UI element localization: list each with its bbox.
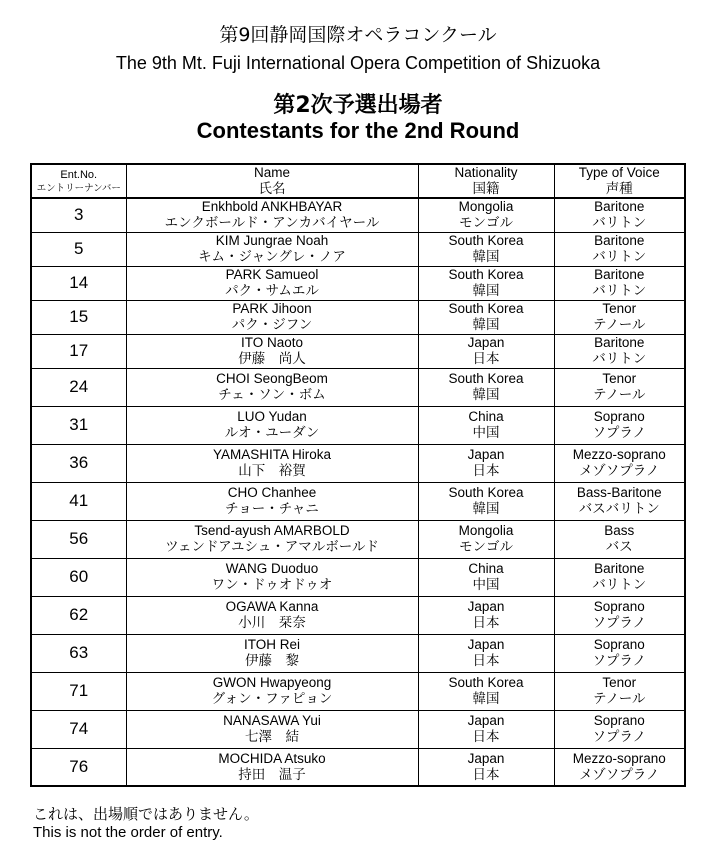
nationality-ja: モンゴル	[459, 215, 513, 232]
voice-type-ja: バリトン	[592, 577, 647, 593]
voice-type-en: Soprano	[593, 599, 645, 614]
voice-type	[554, 710, 685, 748]
contestant-name	[126, 748, 418, 786]
name-en: KIM Jungrae Noah	[215, 233, 329, 248]
header-entry-number	[31, 164, 126, 198]
contestant-name	[126, 266, 418, 300]
voice-type-ja: ソプラノ	[592, 615, 647, 631]
voice-type	[554, 232, 685, 266]
nationality	[418, 482, 554, 520]
contestant-name	[126, 232, 418, 266]
nationality	[418, 198, 554, 232]
header-voice-type	[554, 164, 685, 198]
footnote-english: This is not the order of entry.	[33, 824, 223, 841]
nationality-ja: 日本	[472, 615, 500, 631]
entry-number: 15	[31, 300, 126, 334]
voice-type	[554, 520, 685, 558]
contestant-name	[126, 334, 418, 368]
voice-type-ja: バリトン	[592, 351, 647, 367]
voice-type-ja: バリトン	[592, 215, 647, 232]
entry-number: 36	[31, 444, 126, 482]
table-row	[31, 596, 685, 634]
name-ja: 伊藤 黎	[245, 653, 299, 669]
voice-type	[554, 634, 685, 672]
table-row	[31, 748, 685, 786]
entry-number: 60	[31, 558, 126, 596]
nationality	[418, 748, 554, 786]
table-row	[31, 406, 685, 444]
header-entry-number-en: Ent.No.	[60, 168, 98, 181]
voice-type	[554, 266, 685, 300]
header-voice-type-ja: 声種	[605, 181, 633, 197]
voice-type-en: Mezzo-soprano	[572, 447, 666, 462]
nationality-en: South Korea	[448, 371, 524, 386]
entry-number: 14	[31, 266, 126, 300]
nationality-en: South Korea	[448, 485, 524, 500]
name-en: PARK Samueol	[225, 267, 319, 282]
voice-type-ja: バリトン	[592, 283, 647, 299]
nationality-ja: 韓国	[472, 283, 500, 299]
contestant-name	[126, 444, 418, 482]
name-ja: 山下 裕賀	[238, 463, 306, 479]
table-row	[31, 710, 685, 748]
contestants-table	[30, 163, 686, 787]
voice-type	[554, 300, 685, 334]
voice-type-en: Soprano	[593, 409, 645, 424]
nationality	[418, 634, 554, 672]
nationality-en: South Korea	[448, 267, 524, 282]
name-en: CHOI SeongBeom	[216, 371, 328, 386]
nationality-en: South Korea	[448, 233, 524, 248]
voice-type-en: Baritone	[594, 267, 645, 282]
nationality-ja: 中国	[472, 577, 500, 593]
footnote-japanese: これは、出場順ではありません。	[33, 805, 259, 823]
nationality-ja: 韓国	[472, 501, 500, 517]
nationality-en: China	[468, 561, 504, 576]
contestant-name	[126, 634, 418, 672]
contestant-name	[126, 596, 418, 634]
voice-type-ja: バス	[605, 539, 633, 555]
nationality-en: South Korea	[448, 675, 524, 690]
name-ja: ツェンドアユシュ・アマルボールド	[165, 539, 379, 555]
entry-number: 31	[31, 406, 126, 444]
header-name	[126, 164, 418, 198]
entry-number: 41	[31, 482, 126, 520]
name-ja: グォン・ファピョン	[211, 691, 333, 707]
nationality-ja: 日本	[472, 729, 500, 745]
contestant-name	[126, 368, 418, 406]
entry-number: 3	[31, 198, 126, 232]
voice-type-ja: ソプラノ	[592, 729, 647, 745]
voice-type-en: Mezzo-soprano	[572, 750, 666, 766]
nationality-ja: 韓国	[472, 387, 500, 403]
nationality	[418, 266, 554, 300]
header-name-en: Name	[253, 165, 290, 180]
name-en: Enkhbold ANKHBAYAR	[201, 199, 343, 215]
table-body	[31, 198, 685, 786]
table-row	[31, 482, 685, 520]
nationality-ja: 韓国	[472, 317, 500, 333]
round-heading-japanese: 第2次予選出場者	[273, 93, 443, 118]
name-en: MOCHIDA Atsuko	[218, 750, 326, 766]
nationality-en: Japan	[467, 713, 505, 728]
voice-type	[554, 482, 685, 520]
voice-type-ja: テノール	[593, 387, 646, 403]
entry-number: 76	[31, 748, 126, 786]
table-row	[31, 444, 685, 482]
voice-type	[554, 672, 685, 710]
entry-number: 24	[31, 368, 126, 406]
table-row	[31, 558, 685, 596]
header-nationality	[418, 164, 554, 198]
name-en: PARK Jihoon	[232, 301, 312, 316]
nationality-ja: 日本	[472, 351, 500, 367]
round-heading-english: Contestants for the 2nd Round	[196, 118, 520, 143]
header-voice-type-en: Type of Voice	[578, 165, 660, 180]
nationality	[418, 300, 554, 334]
voice-type-en: Baritone	[594, 233, 645, 248]
voice-type-ja: テノール	[593, 317, 646, 333]
nationality-ja: 日本	[472, 766, 500, 783]
table-row	[31, 672, 685, 710]
nationality	[418, 710, 554, 748]
voice-type-ja: バスバリトン	[578, 501, 660, 517]
header-nationality-en: Nationality	[454, 165, 518, 180]
voice-type-en: Tenor	[602, 301, 637, 316]
voice-type-ja: ソプラノ	[592, 653, 647, 669]
name-en: Tsend-ayush AMARBOLD	[194, 523, 350, 538]
voice-type	[554, 444, 685, 482]
entry-number: 62	[31, 596, 126, 634]
contestant-name	[126, 710, 418, 748]
table-row	[31, 232, 685, 266]
name-ja: パク・ジフン	[231, 317, 313, 333]
table-row	[31, 368, 685, 406]
nationality-en: Japan	[467, 447, 505, 462]
entry-number: 5	[31, 232, 126, 266]
nationality	[418, 368, 554, 406]
name-en: WANG Duoduo	[225, 561, 319, 576]
nationality-en: China	[468, 409, 504, 424]
contestant-name	[126, 558, 418, 596]
table-row	[31, 334, 685, 368]
header-nationality-ja: 国籍	[472, 181, 500, 197]
voice-type-en: Baritone	[594, 561, 645, 576]
contestant-name	[126, 406, 418, 444]
voice-type	[554, 368, 685, 406]
name-en: OGAWA Kanna	[225, 599, 319, 614]
voice-type-en: Bass-Baritone	[576, 485, 662, 500]
nationality-en: South Korea	[448, 301, 524, 316]
nationality-ja: 日本	[472, 653, 500, 669]
voice-type	[554, 558, 685, 596]
voice-type-ja: テノール	[593, 691, 646, 707]
voice-type-en: Tenor	[602, 675, 637, 690]
voice-type	[554, 334, 685, 368]
nationality-en: Japan	[467, 335, 505, 350]
header-entry-number-ja: エントリーナンバー	[36, 182, 121, 194]
name-en: LUO Yudan	[237, 409, 307, 424]
name-en: GWON Hwapyeong	[212, 675, 332, 690]
name-ja: ルオ・ユーダン	[224, 425, 320, 441]
title-english: The 9th Mt. Fuji International Opera Competition of Shizuoka	[115, 53, 601, 73]
name-en: CHO Chanhee	[227, 485, 317, 500]
nationality	[418, 232, 554, 266]
entry-number: 56	[31, 520, 126, 558]
name-ja: ワン・ドゥオドゥオ	[211, 577, 333, 593]
name-ja: チョー・チャニ	[225, 501, 319, 517]
voice-type-ja: ソプラノ	[592, 425, 647, 441]
voice-type	[554, 748, 685, 786]
nationality	[418, 334, 554, 368]
nationality-en: Japan	[467, 750, 505, 766]
nationality	[418, 444, 554, 482]
voice-type-en: Tenor	[602, 371, 637, 386]
contestant-name	[126, 672, 418, 710]
contestant-name	[126, 482, 418, 520]
nationality	[418, 520, 554, 558]
name-en: NANASAWA Yui	[223, 713, 321, 728]
name-ja: キム・ジャングレ・ノア	[198, 249, 346, 265]
voice-type-ja: メゾソプラノ	[579, 463, 660, 479]
entry-number: 71	[31, 672, 126, 710]
contestant-name	[126, 198, 418, 232]
name-ja: 七澤 結	[245, 729, 299, 745]
nationality	[418, 672, 554, 710]
table-row	[31, 520, 685, 558]
entry-number: 63	[31, 634, 126, 672]
voice-type-en: Baritone	[594, 199, 645, 215]
nationality-en: Japan	[467, 637, 505, 652]
name-en: ITO Naoto	[240, 335, 304, 350]
name-ja: チェ・ソン・ボム	[218, 387, 326, 403]
voice-type	[554, 198, 685, 232]
nationality-ja: 中国	[472, 425, 500, 441]
nationality-en: Mongolia	[458, 523, 514, 538]
voice-type-en: Soprano	[593, 713, 645, 728]
name-en: YAMASHITA Hiroka	[212, 447, 332, 462]
entry-number: 17	[31, 334, 126, 368]
voice-type-en: Soprano	[593, 637, 645, 652]
voice-type-ja: バリトン	[592, 249, 647, 265]
nationality-ja: 韓国	[472, 249, 500, 265]
voice-type-en: Bass	[604, 523, 635, 538]
table-row	[31, 266, 685, 300]
name-ja: パク・サムエル	[225, 283, 319, 299]
table-row	[31, 300, 685, 334]
name-ja: 持田 温子	[238, 766, 306, 783]
name-ja: 伊藤 尚人	[238, 351, 306, 367]
nationality-ja: 韓国	[472, 691, 500, 707]
voice-type-en: Baritone	[594, 335, 645, 350]
name-en: ITOH Rei	[243, 637, 300, 652]
nationality	[418, 558, 554, 596]
table-header-row	[31, 164, 685, 198]
header-name-ja: 氏名	[258, 181, 286, 197]
voice-type-ja: メゾソプラノ	[579, 766, 660, 783]
nationality-ja: 日本	[472, 463, 500, 479]
table-row	[31, 198, 685, 232]
nationality	[418, 596, 554, 634]
entry-number: 74	[31, 710, 126, 748]
nationality-en: Japan	[467, 599, 505, 614]
nationality-en: Mongolia	[458, 199, 514, 215]
nationality-ja: モンゴル	[459, 539, 513, 555]
title-japanese: 第9回静岡国際オペラコンクール	[219, 24, 497, 46]
nationality	[418, 406, 554, 444]
name-ja: 小川 栞奈	[238, 615, 306, 631]
name-ja: エンクボールド・アンカバイヤール	[164, 215, 380, 232]
contestant-name	[126, 520, 418, 558]
contestant-name	[126, 300, 418, 334]
voice-type	[554, 596, 685, 634]
voice-type	[554, 406, 685, 444]
table-row	[31, 634, 685, 672]
